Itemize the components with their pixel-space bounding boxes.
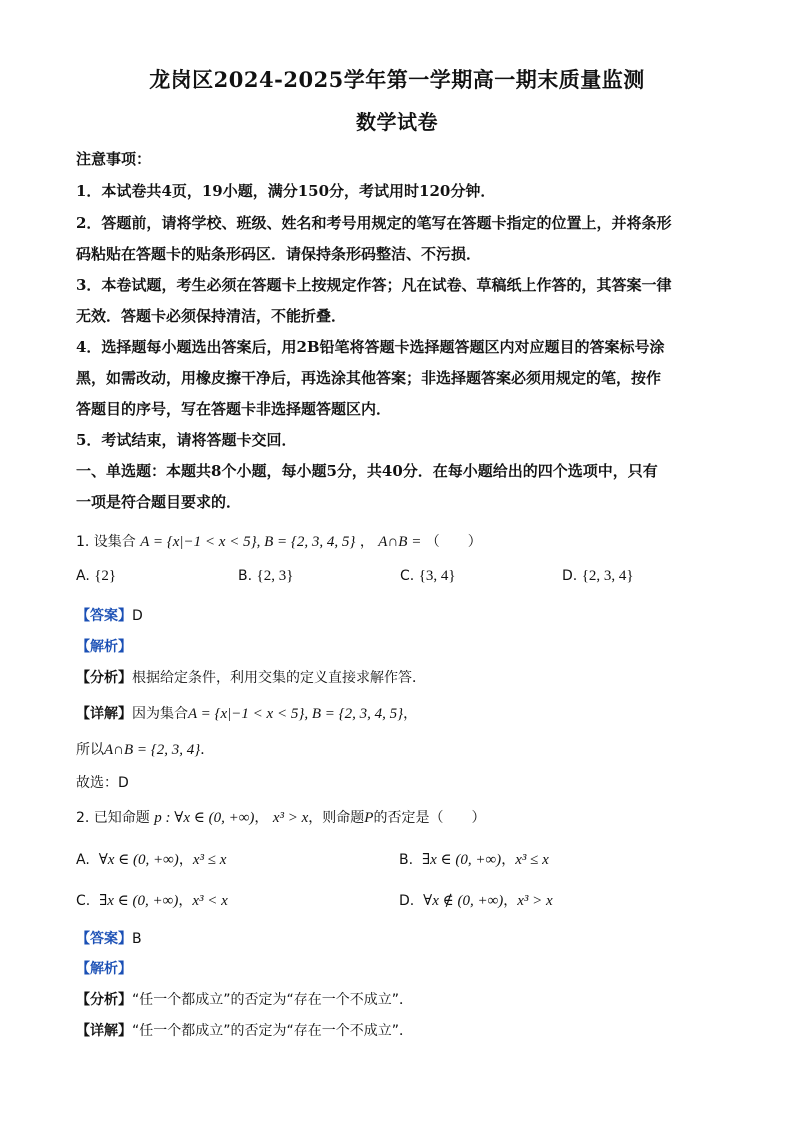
analysis-tag: 【解析】 xyxy=(76,961,132,977)
notice-line: 答题目的序号，写在答题卡非选择题答题区内． xyxy=(76,400,392,418)
condition: x³ > x xyxy=(272,810,309,826)
fenxi-line: 【分析】“任一个都成立”的否定为“存在一个不成立”． xyxy=(76,992,414,1008)
notice-line: 无效．答题卡必须保持清洁，不能折叠． xyxy=(76,307,347,325)
answer-value: D xyxy=(132,608,143,624)
option-c: C. ∃x ∈ (0, +∞)，x³ < x xyxy=(76,893,228,909)
exam-subtitle: 数学试卷 xyxy=(356,110,438,134)
notice-line: 2．答题前，请将学校、班级、姓名和考号用规定的笔写在答题卡指定的位置上，并将条形 xyxy=(76,214,672,232)
choose-line: 故选：D xyxy=(76,775,129,791)
option-c: C. {3, 4} xyxy=(400,568,456,584)
question-2: 2. 已知命题 p : ∀x ∈ (0, +∞)， x³ > x，则命题P的否定是（ ） xyxy=(76,810,486,826)
notice-heading: 注意事项： xyxy=(76,150,152,168)
set-b: B = {2, 3, 4, 5} xyxy=(264,534,356,550)
option-d: D. {2, 3, 4} xyxy=(562,568,634,584)
question-1-prefix: 1. 设集合 xyxy=(76,534,136,550)
option-b: B. {2, 3} xyxy=(238,568,294,584)
proposition: p : ∀x ∈ (0, +∞) xyxy=(154,810,255,826)
fenxi-line: 【分析】根据给定条件，利用交集的定义直接求解作答． xyxy=(76,670,426,686)
so-line: 所以A∩B = {2, 3, 4}． xyxy=(76,742,215,758)
section-heading: 一、单选题：本题共8个小题，每小题5分，共40分．在每小题给出的四个选项中，只有 xyxy=(76,462,658,480)
notice-line: 黑，如需改动，用橡皮擦干净后，再选涂其他答案；非选择题答案必须用规定的笔，按作 xyxy=(76,369,662,387)
answer-paren: （ ） xyxy=(425,534,482,550)
answer-line xyxy=(76,605,143,625)
notice-line: 3．本卷试题，考生必须在答题卡上按规定作答；凡在试卷、草稿纸上作答的，其答案一律 xyxy=(76,276,672,294)
xiangjie-line: 【详解】“任一个都成立”的否定为“存在一个不成立”． xyxy=(76,1023,414,1039)
notice-line: 码粘贴在答题卡的贴条形码区．请保持条形码整洁、不污损． xyxy=(76,245,482,263)
notice-line: 5．考试结束，请将答题卡交回． xyxy=(76,431,297,449)
set-a: A = {x|−1 < x < 5} xyxy=(140,534,257,550)
option-a: A. ∀x ∈ (0, +∞)，x³ ≤ x xyxy=(76,852,227,868)
notice-line: 1．本试卷共4页，19小题，满分150分，考试用时120分钟． xyxy=(76,182,496,200)
separator: ， xyxy=(359,534,374,550)
exam-title: 龙岗区2024-2025学年第一学期高一期末质量监测 xyxy=(149,67,645,92)
xiangjie-line: 【详解】因为集合A = {x|−1 < x < 5}, B = {2, 3, 4, 5}， xyxy=(76,706,418,722)
question-1: 1. 设集合 A = {x|−1 < x < 5}, B = {2, 3, 4, 5} ， A∩B = （ ） xyxy=(76,534,482,550)
analysis-tag: 【解析】 xyxy=(76,639,132,655)
option-d: D. ∀x ∉ (0, +∞)，x³ > x xyxy=(399,893,553,909)
answer-tag: 【答案】 xyxy=(76,608,132,624)
option-a: A. {2} xyxy=(76,568,117,584)
option-b: B. ∃x ∈ (0, +∞)，x³ ≤ x xyxy=(399,852,549,868)
intersection-expr: A∩B = xyxy=(378,534,422,550)
section-heading-cont: 一项是符合题目要求的． xyxy=(76,493,242,511)
notice-line: 4．选择题每小题选出答案后，用2B铅笔将答题卡选择题答题区内对应题目的答案标号涂 xyxy=(76,338,665,356)
answer-line: 【答案】B xyxy=(76,931,142,947)
